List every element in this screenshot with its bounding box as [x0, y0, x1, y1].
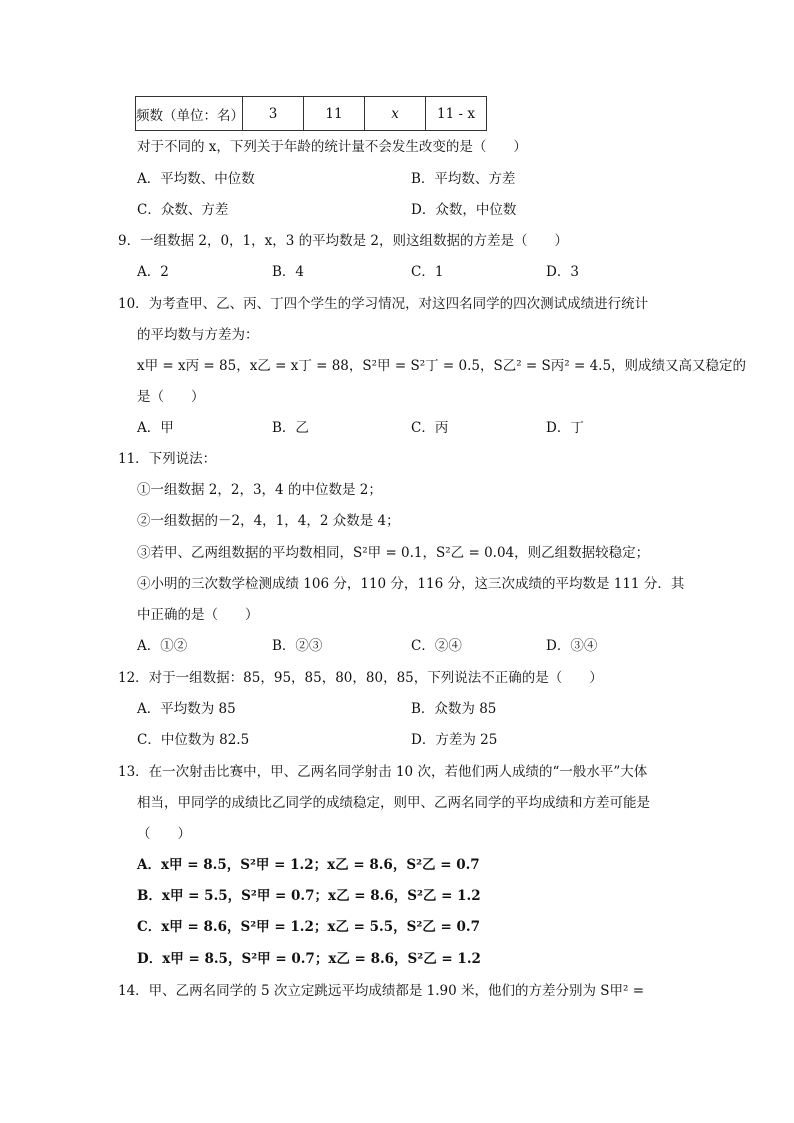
- statement-3: ③若甲、乙两组数据的平均数相同，S²甲 = 0.1，S²乙 = 0.04，则乙组数据较稳定；: [137, 545, 650, 561]
- question-13-stem: 13．在一次射击比赛中，甲、乙两名同学射击 10 次，若他们两人成绩的“一般水平”大体: [118, 764, 648, 780]
- table-row: [136, 97, 487, 131]
- option-d: D．3: [546, 264, 579, 280]
- option-d: D．方差为 25: [411, 732, 498, 748]
- question-12-stem: 12．对于一组数据：85，95，85，80，80，85，下列说法不正确的是（ ）: [118, 670, 603, 686]
- question-10-stem-cont: 的平均数与方差为：: [137, 327, 259, 343]
- question-10-stem: 10．为考查甲、乙、丙、丁四个学生的学习情况，对这四名同学的四次测试成绩进行统计: [118, 296, 649, 312]
- frequency-table: [135, 96, 487, 131]
- option-d: D．丁: [546, 420, 584, 436]
- option-a: A．平均数为 85: [137, 701, 236, 717]
- option-b: B．众数为 85: [411, 701, 497, 717]
- statement-4: ④小明的三次数学检测成绩 106 分，110 分，116 分，这三次成绩的平均数是 111 分．其: [137, 576, 685, 592]
- question-11-stem: 11．下列说法：: [118, 451, 217, 467]
- option-a: A．x甲 = 8.5，S²甲 = 1.2；x乙 = 8.6，S²乙 = 0.7: [137, 857, 480, 873]
- option-d: D．众数，中位数: [411, 202, 517, 218]
- option-b: B．乙: [272, 420, 309, 436]
- option-b: B．4: [272, 264, 305, 280]
- table-cell-header: 频数（单位：名）: [136, 97, 243, 131]
- option-a: A．①②: [137, 638, 188, 654]
- question-13-stem-end: （ ）: [137, 826, 191, 842]
- question-10-formula: x甲 = x丙 = 85，x乙 = x丁 = 88，S²甲 = S²丁 = 0.5，S乙² = S丙² = 4.5，则成绩又高又稳定的: [137, 358, 747, 374]
- question-10-stem-end: 是（ ）: [137, 389, 205, 405]
- option-b: B．平均数、方差: [411, 171, 516, 187]
- option-b: B．②③: [272, 638, 323, 654]
- table-cell: 11: [304, 97, 365, 131]
- option-a: A．2: [137, 264, 169, 280]
- question-8-stem: 对于不同的 x，下列关于年龄的统计量不会发生改变的是（ ）: [137, 139, 527, 155]
- option-b: B．x甲 = 5.5，S²甲 = 0.7；x乙 = 8.6，S²乙 = 1.2: [137, 888, 481, 904]
- option-c: C．1: [411, 264, 444, 280]
- option-d: D．x甲 = 8.5，S²甲 = 0.7；x乙 = 8.6，S²乙 = 1.2: [137, 951, 481, 967]
- statement-1: ①一组数据 2，2，3，4 的中位数是 2；: [137, 482, 382, 498]
- question-14-stem: 14．甲、乙两名同学的 5 次立定跳远平均成绩都是 1.90 米，他们的方差分别为 S甲² =: [118, 983, 645, 999]
- question-11-tail: 中正确的是（ ）: [137, 607, 259, 623]
- option-c: C．中位数为 82.5: [137, 732, 250, 748]
- question-13-stem-cont: 相当，甲同学的成绩比乙同学的成绩稳定，则甲、乙两名同学的平均成绩和方差可能是: [137, 795, 650, 811]
- statement-2: ②一组数据的－2，4，1，4，2 众数是 4；: [137, 513, 400, 529]
- option-d: D．③④: [546, 638, 598, 654]
- table-cell: x: [365, 97, 426, 131]
- option-a: A．甲: [137, 420, 174, 436]
- option-a: A．平均数、中位数: [137, 171, 255, 187]
- question-9-stem: 9．一组数据 2，0，1，x，3 的平均数是 2，则这组数据的方差是（ ）: [118, 233, 569, 249]
- table-cell: 3: [243, 97, 304, 131]
- option-c: C．众数、方差: [137, 202, 229, 218]
- option-c: C．x甲 = 8.6，S²甲 = 1.2；x乙 = 5.5，S²乙 = 0.7: [137, 919, 480, 935]
- option-c: C．②④: [411, 638, 462, 654]
- table-cell: 11 - x: [426, 97, 487, 131]
- option-c: C．丙: [411, 420, 449, 436]
